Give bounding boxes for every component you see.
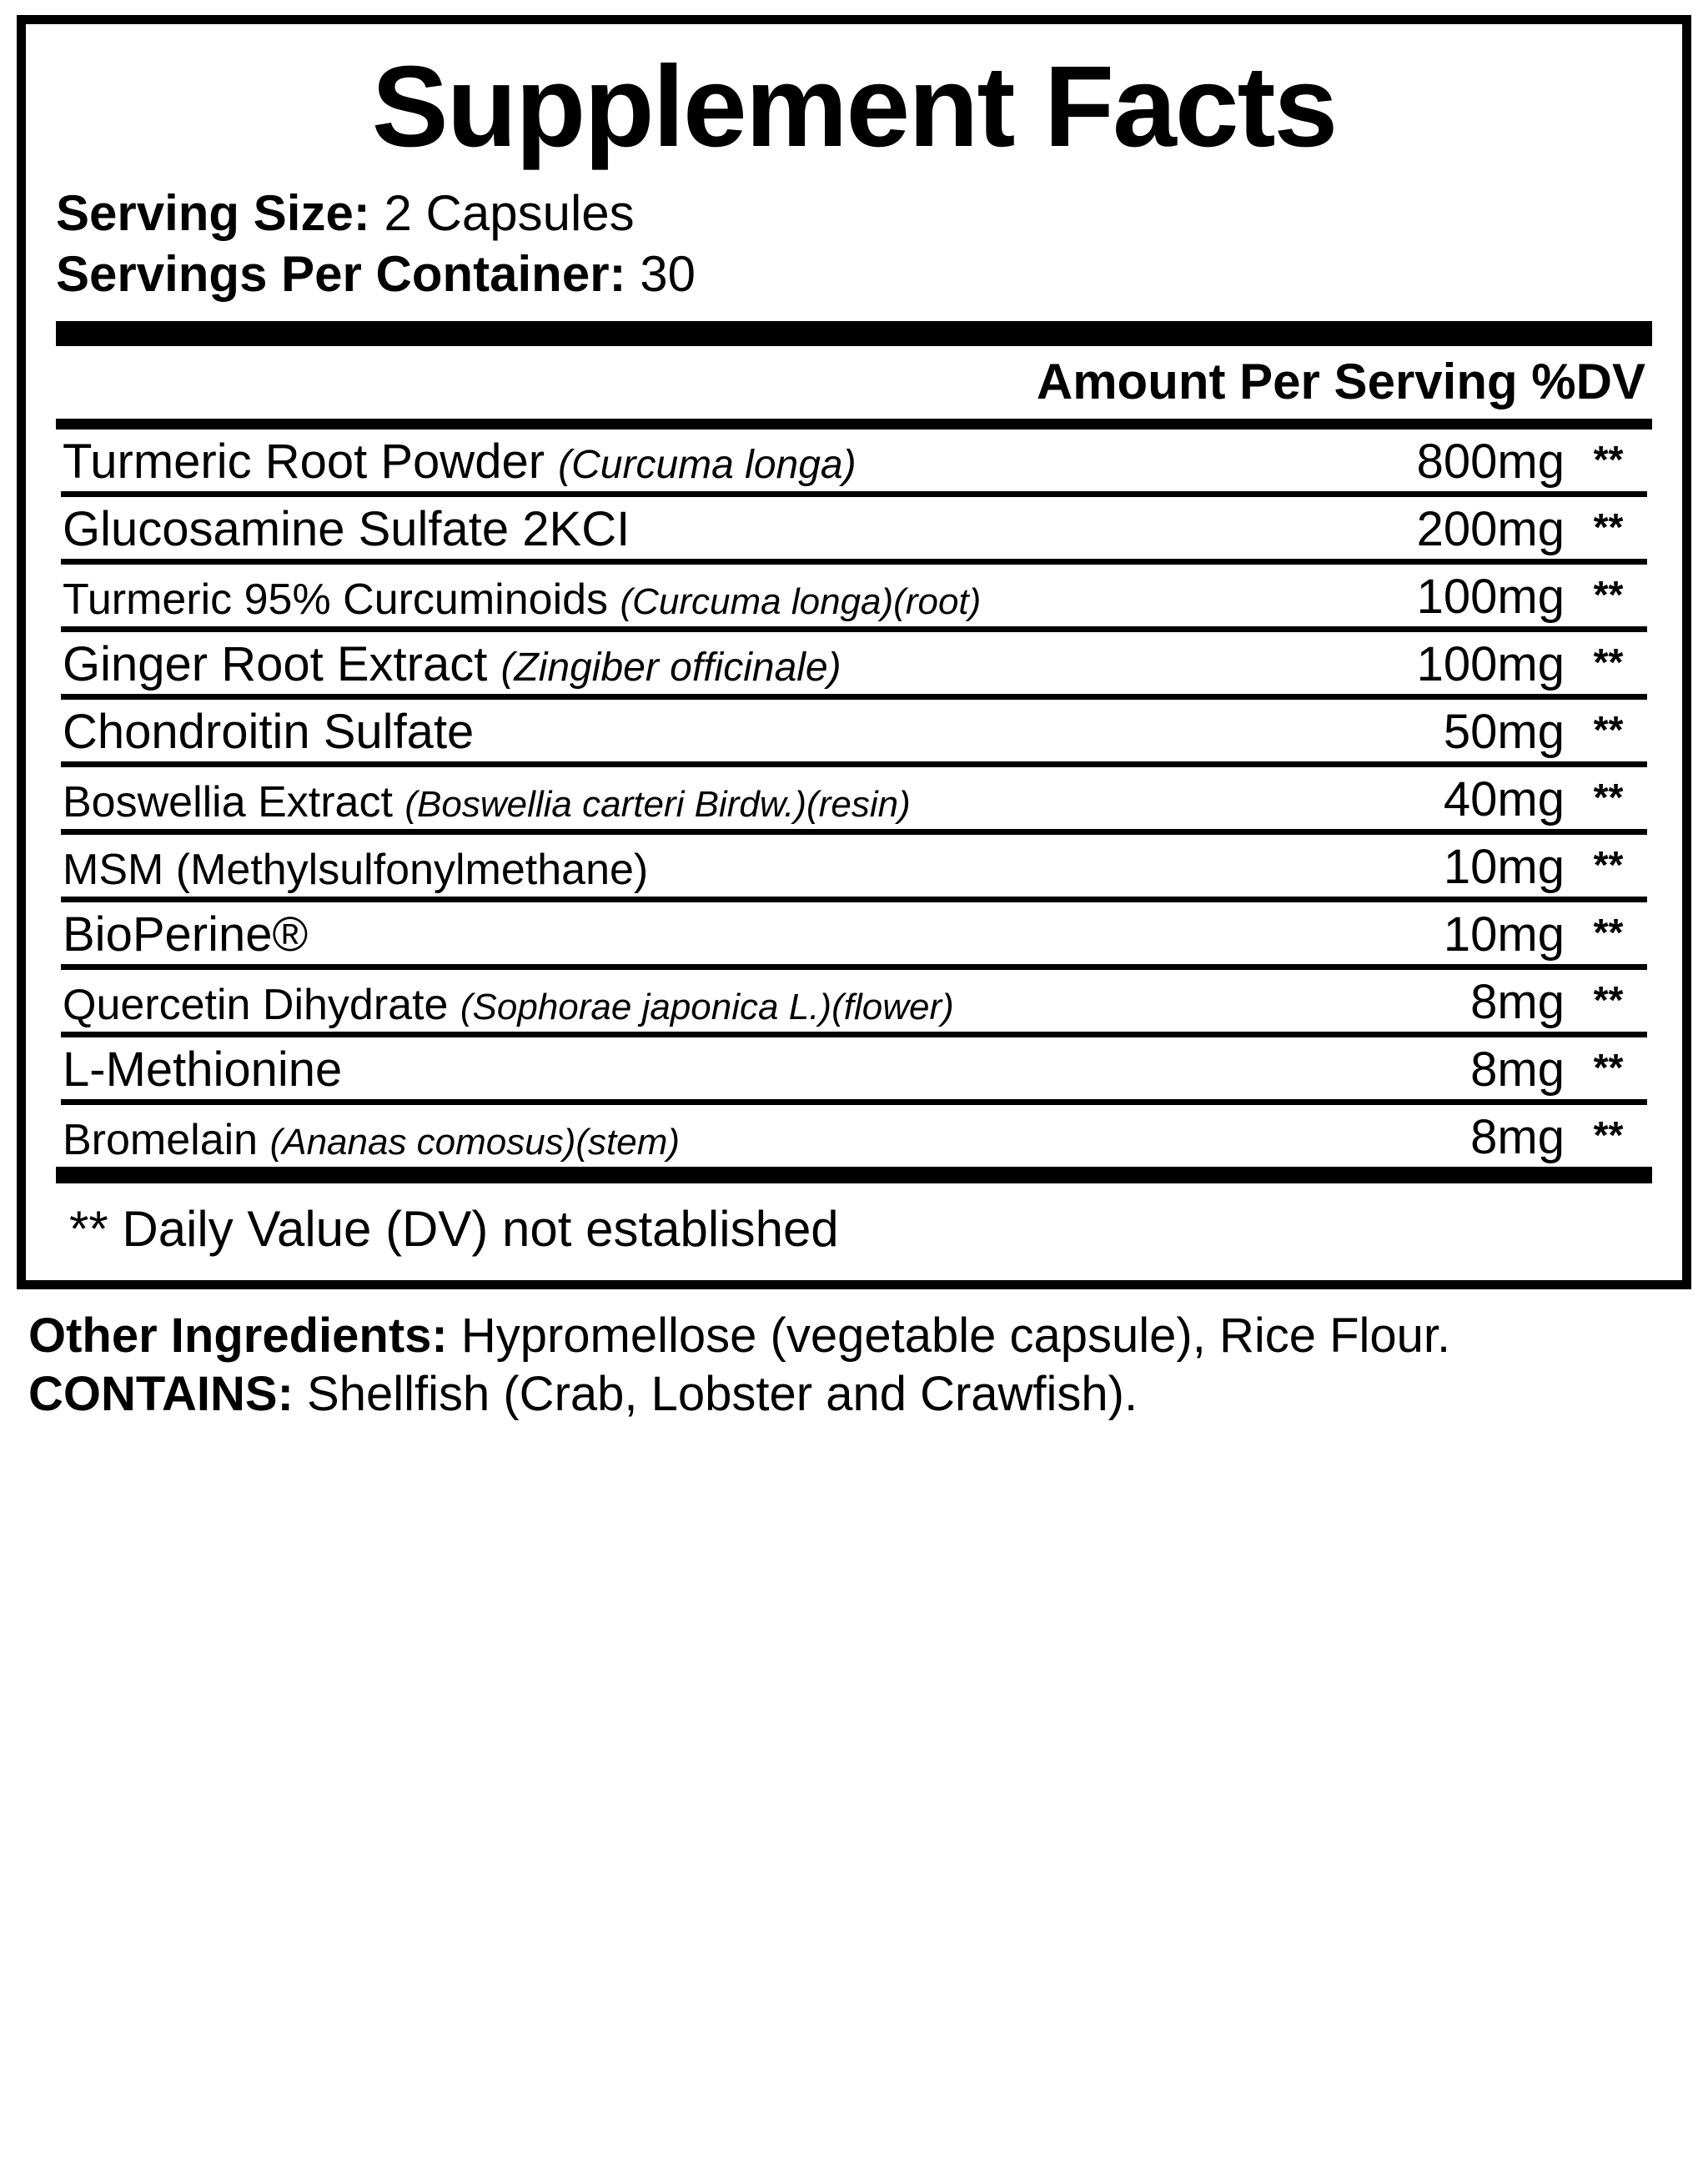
contains-line: [28, 1366, 1680, 1423]
ingredient-name: BioPerine®: [63, 907, 309, 962]
serving-size-line: [56, 184, 1657, 244]
ingredient-dv: **: [1593, 775, 1624, 819]
table-row: [56, 700, 1652, 761]
ingredient-latin: (Curcuma longa)(root): [620, 580, 982, 622]
ingredient-dv: **: [1593, 572, 1624, 616]
ingredient-dv: **: [1593, 707, 1624, 751]
ingredient-amount: 100mg: [1416, 636, 1565, 691]
table-row: [56, 1037, 1652, 1099]
ingredient-latin: (Sophorae japonica L.)(flower): [460, 986, 954, 1027]
ingredient-amount: 40mg: [1443, 771, 1565, 826]
ingredient-dv: **: [1593, 910, 1624, 954]
ingredient-table: [56, 429, 1652, 1167]
ingredient-name: Boswellia Extract: [63, 777, 405, 826]
ingredient-dv: **: [1593, 437, 1624, 481]
row-divider: [61, 1032, 1647, 1037]
ingredient-dv: **: [1593, 1045, 1624, 1089]
divider-bottom: [56, 1167, 1652, 1183]
table-row: [56, 767, 1652, 829]
page-title: Supplement Facts: [371, 43, 1337, 171]
ingredient-name: Bromelain: [63, 1115, 270, 1164]
ingredient-name: Ginger Root Extract: [63, 636, 501, 691]
row-divider: [61, 829, 1647, 835]
table-row: [56, 632, 1652, 694]
ingredient-latin: (Zingiber officinale): [500, 645, 841, 690]
serving-size-value: 2 Capsules: [384, 185, 635, 241]
table-row: [56, 970, 1652, 1032]
ingredient-name: MSM (Methylsulfonylmethane): [63, 845, 649, 894]
ingredient-latin: (Boswellia carteri Birdw.)(resin): [404, 783, 911, 825]
ingredient-amount: 800mg: [1416, 434, 1565, 489]
row-divider: [61, 761, 1647, 767]
other-ingredients-label: Other Ingredients:: [28, 1308, 448, 1363]
ingredient-name: Turmeric 95% Curcuminoids: [63, 575, 620, 624]
dv-footnote: ** Daily Value (DV) not established: [69, 1200, 839, 1257]
ingredient-dv: **: [1593, 640, 1624, 684]
ingredient-dv: **: [1593, 977, 1624, 1022]
ingredient-amount: 10mg: [1443, 907, 1565, 962]
ingredient-amount: 200mg: [1416, 501, 1565, 556]
contains-value: Shellfish (Crab, Lobster and Crawfish).: [293, 1367, 1138, 1422]
ingredient-amount: 50mg: [1443, 704, 1565, 759]
table-row: [56, 429, 1652, 491]
contains-label: CONTAINS:: [28, 1367, 294, 1422]
ingredient-name: L-Methionine: [63, 1042, 343, 1097]
row-divider: [61, 964, 1647, 970]
ingredient-name: Quercetin Dihydrate: [63, 980, 460, 1029]
table-row: [56, 902, 1652, 964]
row-divider: [61, 897, 1647, 902]
serving-size-label: Serving Size:: [56, 185, 370, 241]
facts-panel: [17, 15, 1691, 1289]
servings-per-container-label: Servings Per Container:: [56, 245, 626, 302]
row-divider: [61, 1099, 1647, 1105]
other-ingredients-block: [17, 1289, 1691, 1424]
ingredient-name: Turmeric Root Powder: [63, 434, 559, 489]
table-row: [56, 565, 1652, 626]
row-divider: [61, 491, 1647, 497]
ingredient-amount: 8mg: [1470, 1042, 1565, 1097]
ingredient-latin: (Ananas comosus)(stem): [269, 1121, 681, 1163]
other-ingredients-line: [28, 1308, 1680, 1364]
ingredient-amount: 100mg: [1416, 569, 1565, 624]
table-row: [56, 497, 1652, 559]
table-row: [56, 835, 1652, 897]
divider-under-header: [56, 419, 1652, 429]
ingredient-latin: (Curcuma longa): [558, 442, 857, 487]
ingredient-amount: 8mg: [1470, 1109, 1565, 1164]
ingredient-dv: **: [1593, 505, 1624, 549]
ingredient-name: Chondroitin Sulfate: [63, 704, 475, 759]
table-row: [56, 1105, 1652, 1167]
other-ingredients-value: Hypromellose (vegetable capsule), Rice Flour.: [447, 1308, 1451, 1363]
row-divider: [61, 626, 1647, 632]
ingredient-amount: 10mg: [1443, 839, 1565, 894]
row-divider: [61, 694, 1647, 700]
ingredient-name: Glucosamine Sulfate 2KCI: [63, 501, 630, 556]
amount-per-serving-header: Amount Per Serving %DV: [1036, 353, 1645, 409]
ingredient-dv: **: [1593, 1113, 1624, 1157]
ingredient-dv: **: [1593, 842, 1624, 887]
servings-per-container-value: 30: [640, 245, 696, 302]
row-divider: [61, 559, 1647, 565]
ingredient-amount: 8mg: [1470, 974, 1565, 1029]
servings-per-container-line: [56, 245, 1657, 304]
divider-thick-top: [56, 321, 1652, 346]
